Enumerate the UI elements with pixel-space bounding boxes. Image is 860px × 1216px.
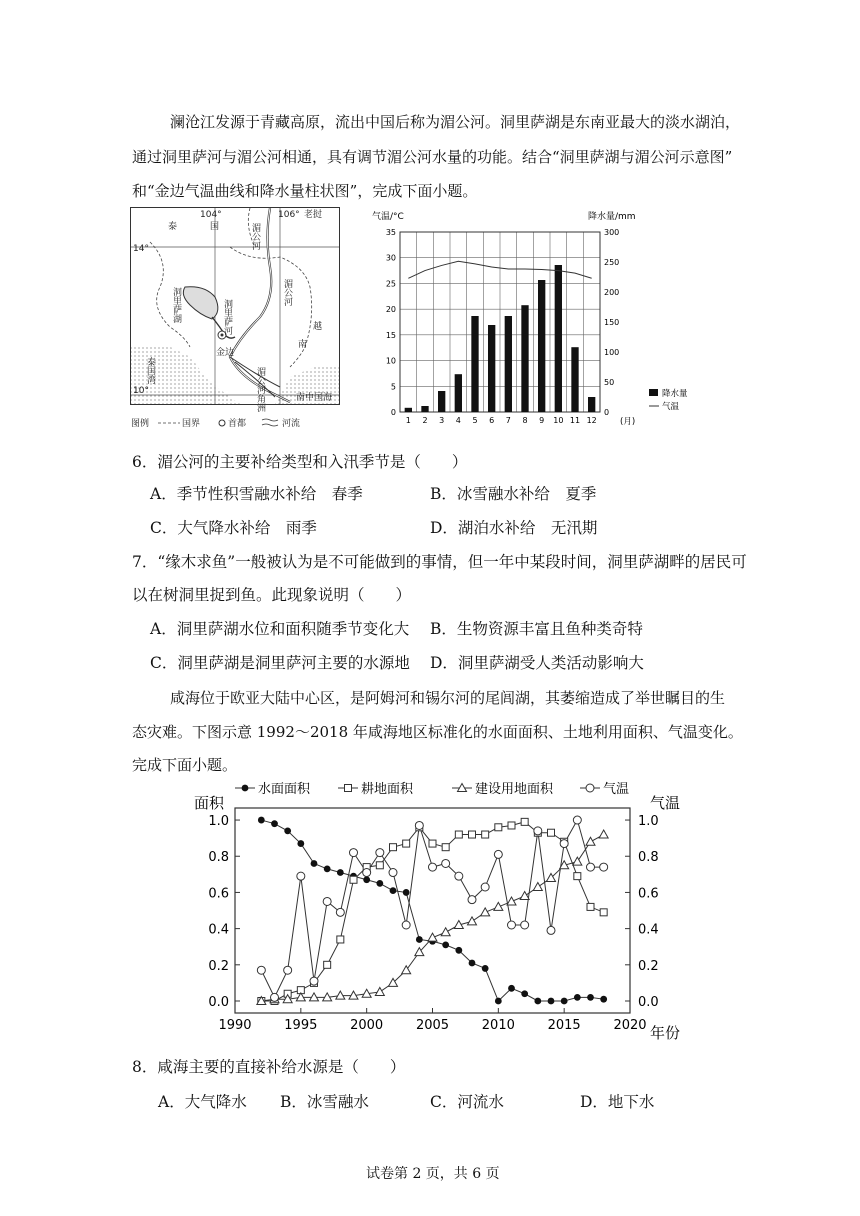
q7-stem-line1: 7．“缘木求鱼”一般被认为是不可能做到的事情，但一年中某段时间，洞里萨湖畔的居民可	[132, 553, 747, 571]
aral-right-tick-label: 0.2	[638, 958, 659, 974]
aral-sea-chart	[180, 778, 700, 1043]
lat2-label: 10°	[133, 386, 149, 396]
temperature-point	[323, 897, 331, 905]
farmland-area-point	[350, 876, 357, 883]
intro2-line2: 态灾难。下图示意 1992～2018 年咸海地区标准化的水面面积、土地利用面积、气温变化。	[132, 723, 743, 741]
temperature-point	[455, 872, 463, 880]
precip-bar	[438, 391, 445, 412]
farmland-area-point	[390, 844, 397, 851]
built-area-point	[336, 991, 345, 999]
legend-precip-swatch	[649, 389, 658, 396]
viet-label-2: 南	[298, 340, 308, 350]
precip-bar	[421, 406, 428, 412]
farmland-area-point	[403, 840, 410, 847]
built-area-point	[573, 857, 582, 865]
built-area-point	[481, 908, 490, 916]
temperature-point	[363, 869, 371, 877]
q6-option-d[interactable]: D．湖泊水补给 无汛期	[430, 519, 598, 537]
intro2-line1: 咸海位于欧亚大陆中心区，是阿姆河和锡尔河的尾闾湖，其萎缩造成了举世瞩目的生	[170, 689, 726, 707]
water-area-point	[390, 887, 397, 894]
intro1-line3: 和“金边气温曲线和降水量柱状图”，完成下面小题。	[132, 182, 478, 200]
water-area-point	[242, 785, 249, 792]
climate-right-tick: 300	[604, 228, 620, 237]
climate-right-tick: 250	[604, 258, 620, 267]
q7-option-a[interactable]: A．洞里萨湖水位和面积随季节变化大	[150, 620, 410, 638]
climate-x-axis-label: (月)	[620, 417, 636, 427]
water-area-point	[521, 990, 528, 997]
water-area-point	[587, 994, 594, 1001]
aral-legend-label: 建设用地面积	[475, 782, 554, 797]
built-area-point	[428, 933, 437, 941]
thai-label-1: 泰	[168, 222, 178, 232]
q6-option-c[interactable]: C．大气降水补给 雨季	[150, 519, 317, 537]
climate-x-tick: 2	[422, 416, 428, 425]
farmland-area-point	[442, 844, 449, 851]
climate-x-tick: 4	[455, 416, 461, 425]
legend-river-swatch	[262, 419, 278, 426]
aral-right-tick-label: 0.0	[638, 995, 659, 1010]
water-area-point	[469, 960, 476, 967]
aral-x-tick-label: 2015	[547, 1018, 581, 1033]
q6-option-b[interactable]: B．冰雪融水补给 夏季	[430, 485, 597, 503]
precip-bar	[488, 325, 495, 412]
temperature-point	[442, 859, 450, 867]
built-area-line	[261, 835, 603, 1001]
precip-bar	[571, 347, 578, 412]
farmland-area-point	[482, 831, 489, 838]
q7-option-b[interactable]: B．生物资源丰富且鱼种类奇特	[430, 620, 643, 638]
climate-left-tick: 30	[385, 253, 396, 263]
built-area-point	[599, 830, 608, 838]
built-area-point	[520, 892, 529, 900]
precip-bar	[455, 374, 462, 412]
climate-left-tick: 0	[390, 408, 396, 417]
climate-x-tick: 6	[489, 416, 495, 425]
farmland-area-point	[521, 818, 528, 825]
water-area-point	[363, 876, 370, 883]
aral-right-tick-label: 1.0	[638, 814, 659, 830]
temperature-point	[310, 977, 318, 985]
built-area-point	[402, 966, 411, 974]
water-area-point	[548, 998, 555, 1005]
climate-x-tick: 12	[586, 416, 597, 425]
temperature-point	[587, 863, 595, 871]
water-area-point	[574, 994, 581, 1001]
farmland-area-point	[495, 824, 502, 831]
aral-left-tick-label: 1.0	[208, 814, 229, 830]
climate-x-tick: 11	[569, 416, 581, 425]
built-area-point	[507, 897, 516, 905]
farmland-area-point	[469, 831, 476, 838]
water-area-point	[442, 942, 449, 949]
farmland-area-point	[376, 862, 383, 869]
built-area-point	[441, 928, 450, 936]
water-area-point	[297, 840, 304, 847]
viet-label-1: 越	[313, 322, 323, 332]
water-area-point	[534, 998, 541, 1005]
climate-left-tick: 10	[385, 356, 396, 366]
precip-bar	[405, 408, 412, 412]
q6-stem: 6．湄公河的主要补给类型和入汛季节是（ ）	[132, 453, 468, 471]
intro2-line3: 完成下面小题。	[132, 756, 238, 774]
farmland-area-point	[548, 829, 555, 836]
temperature-point	[284, 966, 292, 974]
aral-left-tick-label: 0.2	[208, 958, 229, 974]
farmland-area-point	[508, 822, 515, 829]
q7-stem-line2: 以在树洞里捉到鱼。此现象说明（ ）	[132, 586, 412, 604]
climate-x-tick: 10	[553, 416, 564, 425]
built-area-point	[468, 917, 477, 925]
climate-left-tick: 25	[385, 279, 396, 289]
temperature-point	[297, 872, 305, 880]
temperature-point	[534, 827, 542, 835]
temperature-point	[468, 896, 476, 904]
water-area-point	[508, 985, 515, 992]
aral-left-tick-label: 0.8	[208, 850, 229, 866]
climate-right-tick: 0	[604, 408, 610, 417]
mekong-label-mid: 湄公河	[282, 279, 292, 306]
farmland-area-point	[324, 961, 331, 968]
precip-bar	[505, 316, 512, 412]
farmland-area-point	[574, 873, 581, 880]
built-area-point	[375, 987, 384, 995]
climate-right-axis-label: 降水量/mm	[588, 212, 636, 222]
legend-border-label: 国界	[182, 419, 201, 429]
lat1-label: 14°	[133, 244, 149, 254]
temperature-point	[600, 863, 608, 871]
temperature-point	[547, 926, 555, 934]
lon2-label: 106°	[278, 210, 300, 220]
aral-x-tick-label: 2020	[613, 1018, 647, 1033]
climate-x-tick: 3	[439, 416, 445, 425]
water-area-point	[495, 998, 502, 1005]
aral-legend-label: 气温	[603, 782, 630, 797]
legend-title: 图例	[131, 419, 150, 429]
aral-left-axis-label: 面积	[194, 794, 225, 812]
climate-left-tick: 5	[390, 382, 396, 392]
climate-left-tick: 20	[385, 305, 396, 315]
water-area-point	[482, 965, 489, 972]
temperature-point	[350, 849, 358, 857]
precip-bar	[538, 280, 545, 412]
precip-bar	[588, 397, 595, 412]
water-area-point	[455, 947, 462, 954]
water-area-point	[311, 860, 318, 867]
aral-x-tick-label: 1995	[284, 1018, 318, 1033]
farmland-area-point	[337, 936, 344, 943]
mekong-label-top: 湄公河	[250, 223, 260, 250]
built-area-point	[533, 883, 542, 891]
q7-option-d[interactable]: D．洞里萨湖受人类活动影响大	[430, 654, 644, 672]
aral-right-tick-label: 0.4	[638, 922, 659, 938]
page-footer: 试卷第 2 页，共 6 页	[366, 1166, 500, 1182]
q8-option-d[interactable]: D．地下水	[580, 1093, 655, 1111]
aral-right-tick-label: 0.6	[638, 886, 659, 902]
q8-option-c[interactable]: C．河流水	[430, 1093, 504, 1111]
legend-capital-swatch	[219, 420, 225, 426]
farmland-area-point	[455, 831, 462, 838]
sea-label: 南中国海	[296, 393, 333, 403]
farmland-area-point	[587, 903, 594, 910]
aral-x-tick-label: 1990	[218, 1018, 252, 1033]
water-area-point	[561, 998, 568, 1005]
aral-legend-label: 耕地面积	[361, 782, 414, 797]
tonle-sap-river-label: 洞里萨河	[222, 299, 232, 335]
climate-right-tick: 100	[604, 348, 620, 357]
q8-stem: 8．咸海主要的直接补给水源是（ ）	[132, 1058, 406, 1076]
water-area-point	[284, 828, 291, 835]
climate-x-tick: 1	[405, 416, 411, 425]
aral-left-tick-label: 0.4	[208, 922, 229, 938]
q8-option-b[interactable]: B．冰雪融水	[280, 1093, 369, 1111]
precip-bar	[521, 305, 528, 412]
q8-option-a[interactable]: A．大气降水	[158, 1093, 247, 1111]
water-area-point	[324, 866, 331, 873]
laos-label: 老挝	[304, 210, 323, 220]
precip-bar	[555, 265, 562, 412]
gulf-label: 泰国湾	[145, 357, 155, 384]
aral-x-tick-label: 2000	[350, 1018, 384, 1033]
water-area-point	[376, 880, 383, 887]
temperature-point	[508, 921, 516, 929]
aral-left-tick-label: 0.0	[208, 995, 229, 1010]
aral-left-tick-label: 0.6	[208, 886, 229, 902]
climate-right-tick: 200	[604, 288, 620, 297]
aral-legend-label: 水面面积	[258, 782, 311, 797]
climate-left-tick: 35	[385, 228, 396, 237]
aral-right-axis-label: 气温	[650, 794, 681, 812]
temperature-point	[494, 850, 502, 858]
aral-x-tick-label: 2005	[415, 1018, 450, 1033]
water-area-point	[403, 889, 410, 896]
lon1-label: 104°	[200, 210, 222, 220]
water-area-point	[416, 936, 423, 943]
temperature-point	[521, 921, 529, 929]
thai-label-2: 国	[210, 222, 220, 232]
aral-plot-frame	[235, 808, 630, 1013]
temperature-point	[402, 921, 410, 929]
water-area-point	[337, 869, 344, 876]
climate-right-tick: 150	[604, 318, 620, 327]
water-area-point	[271, 820, 278, 827]
temperature-point	[573, 816, 581, 824]
built-area-point	[586, 837, 595, 845]
q7-option-c[interactable]: C．洞里萨湖是洞里萨河主要的水源地	[150, 654, 410, 672]
climate-x-tick: 7	[505, 416, 511, 425]
temperature-point	[429, 863, 437, 871]
aral-x-tick-label: 2010	[481, 1018, 515, 1033]
tonle-sap-lake-label: 洞里萨湖	[171, 287, 181, 323]
temperature-point	[586, 784, 594, 792]
temperature-point	[481, 883, 489, 891]
water-area-point	[600, 996, 607, 1003]
precip-bar	[471, 316, 478, 412]
temperature-point	[389, 869, 397, 877]
temperature-point	[415, 821, 423, 829]
climate-left-tick: 15	[385, 330, 396, 340]
phnom-penh-climate-chart	[370, 207, 720, 432]
legend-temp-label: 气温	[662, 402, 680, 412]
intro1-line2: 通过洞里萨河与湄公河相通，具有调节湄公河水量的功能。结合“洞里萨湖与湄公河示意图”	[132, 148, 733, 166]
aral-right-tick-label: 0.8	[638, 850, 659, 866]
farmland-area-point	[429, 840, 436, 847]
temperature-point	[257, 966, 265, 974]
climate-x-tick: 5	[472, 416, 478, 425]
water-area-point	[258, 817, 265, 824]
legend-river-label: 河流	[282, 419, 301, 429]
farmland-area-point	[345, 785, 352, 792]
legend-capital-label: 首都	[228, 419, 247, 429]
climate-x-tick: 8	[522, 416, 528, 425]
temperature-point	[376, 849, 384, 857]
built-area-point	[494, 902, 503, 910]
intro1-line1: 澜沧江发源于青藏高原，流出中国后称为湄公河。洞里萨湖是东南亚最大的淡水湖泊，	[170, 113, 741, 131]
farmland-area-point	[600, 909, 607, 916]
capital-label: 金边	[216, 348, 235, 358]
q6-option-a[interactable]: A．季节性积雪融水补给 春季	[150, 485, 363, 503]
aral-x-axis-label: 年份	[650, 1024, 681, 1042]
temperature-point	[336, 908, 344, 916]
climate-left-axis-label: 气温/°C	[372, 212, 404, 222]
temperature-point	[271, 993, 279, 1001]
mekong-map	[130, 207, 340, 432]
delta-label: 湄公河角洲	[255, 367, 265, 412]
climate-x-tick: 9	[539, 416, 545, 425]
temperature-point	[560, 840, 568, 848]
legend-precip-label: 降水量	[662, 389, 688, 399]
climate-right-tick: 50	[604, 378, 615, 387]
